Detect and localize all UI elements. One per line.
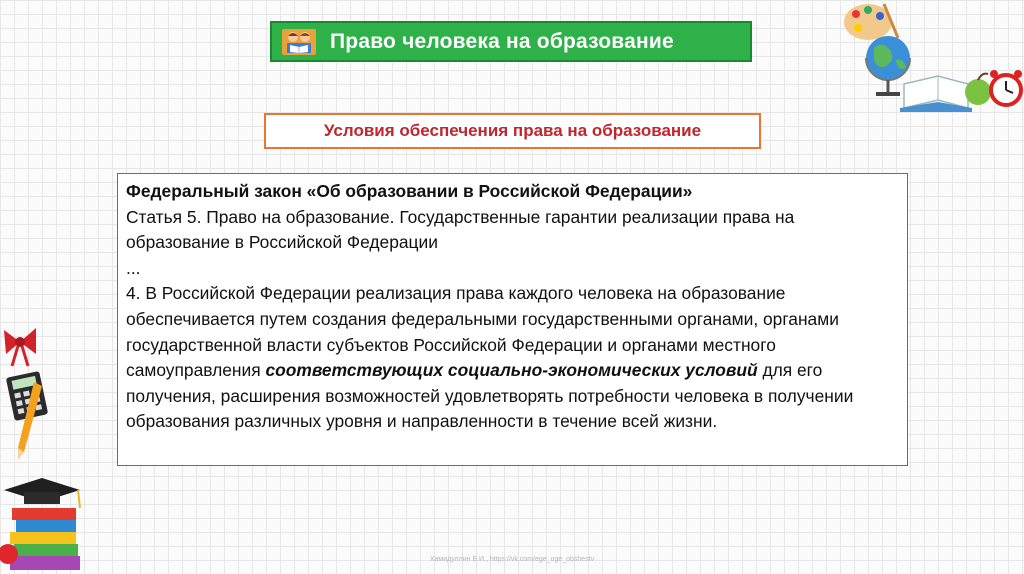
- section-title: Условия обеспечения права на образование: [323, 121, 702, 140]
- law-title: Федеральный закон «Об образовании в Российской Федерации»: [126, 181, 693, 201]
- page-title-bar: [270, 21, 752, 62]
- bow-icon: [4, 328, 36, 366]
- open-book-icon: [900, 76, 972, 112]
- reading-children-icon: [282, 29, 316, 55]
- school-decoration-top-right: [838, 0, 1024, 120]
- school-decoration-left: [0, 322, 104, 574]
- palette-icon: [844, 4, 898, 40]
- book-stack-icon: [10, 508, 80, 570]
- law-excerpt-box: [117, 173, 908, 466]
- paragraph-emphasis: соответствующих социально-экономических условий: [265, 360, 758, 381]
- apple-icon: [965, 74, 991, 105]
- article-heading: Статья 5. Право на образование. Государственные гарантии реализации права на образование в Российской Федерации: [126, 206, 795, 253]
- footer-credit: Хамидуллин Б.И., https://vk.com/ege_oge_obshestv: [429, 556, 595, 563]
- paragraph-text-end: для его получения, расширения возможностей удовлетворять потребности человека в получении образования различных уровня и направленности в течение всей жизни.: [126, 360, 854, 432]
- ellipsis: ...: [126, 257, 141, 278]
- alarm-clock-icon: [990, 70, 1022, 105]
- section-title-box: [264, 113, 761, 149]
- page-title: Право человека на образование: [330, 29, 674, 53]
- paragraph-text-start: 4. В Российской Федерации реализация права каждого человека на образование обеспечивается путем создания федеральными государственными органами, органами государственной власти субъектов Российской Федерации и органами местного самоуправления: [126, 283, 839, 381]
- law-paragraph: [126, 281, 899, 435]
- graduation-cap-icon: [4, 478, 80, 508]
